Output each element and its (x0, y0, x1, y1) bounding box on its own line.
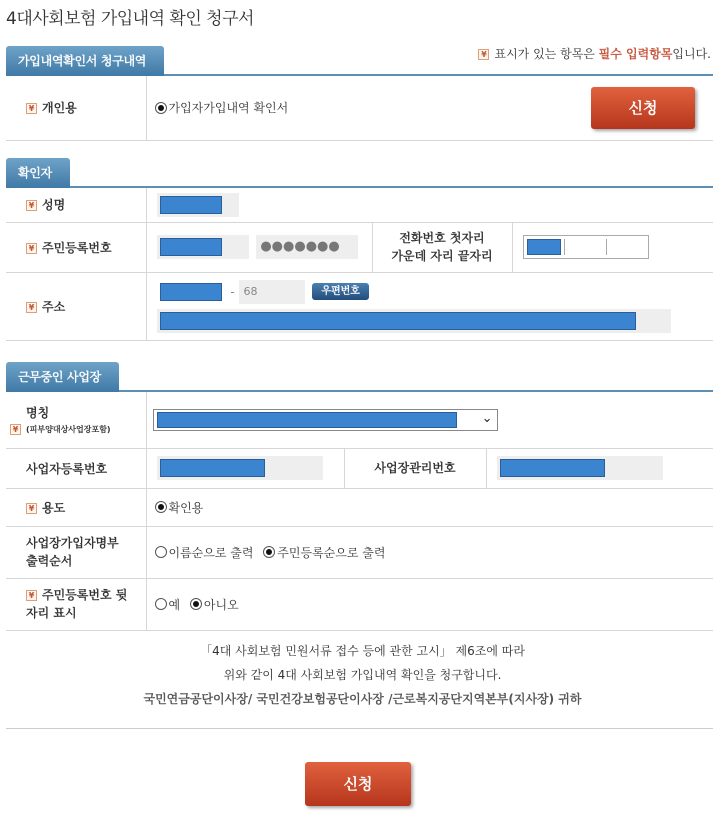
chevron-down-icon: ⌄ (481, 410, 493, 426)
display-label-1: 주민등록번호 뒷 (42, 588, 128, 602)
purpose-radio[interactable] (155, 501, 167, 513)
name-label: 성명 (42, 198, 66, 213)
required-icon: ¥ (26, 590, 37, 601)
section-tab-request: 가입내역확인서 청구내역 (6, 46, 164, 76)
address-label: 주소 (42, 299, 66, 314)
section-tab-applicant: 확인자 (6, 158, 70, 188)
required-icon: ¥ (26, 503, 37, 514)
phone-input[interactable] (523, 235, 649, 259)
rrn-front-input[interactable] (157, 235, 249, 259)
required-icon: ¥ (26, 103, 37, 114)
zip-back-input[interactable]: 68 (239, 280, 305, 304)
section-tab-workplace: 근무중인 사업장 (6, 362, 119, 392)
order-rrn-radio[interactable] (263, 546, 275, 558)
cert-type-radio[interactable] (155, 102, 167, 114)
apply-button-top[interactable]: 신청 (591, 87, 695, 129)
section-request (6, 46, 713, 141)
address-input[interactable] (157, 309, 671, 333)
required-icon: ¥ (10, 424, 21, 435)
footer-line-2: 위와 같이 4대 사회보험 가입내역 확인을 청구합니다. (223, 668, 502, 682)
display-label-2: 자리 표시 (26, 606, 77, 620)
display-no-radio[interactable] (190, 598, 202, 610)
footer-line-1: 「4대 사회보험 민원서류 접수 등에 관한 고시」 제6조에 따라 (200, 644, 525, 658)
required-icon: ¥ (26, 243, 37, 254)
display-no-label: 아니오 (203, 597, 239, 612)
company-select[interactable] (153, 409, 498, 431)
purpose-option: 확인용 (168, 500, 204, 515)
cert-type-label: 가입자가입내역 확인서 (168, 101, 289, 116)
required-icon: ¥ (26, 302, 37, 313)
mgmtno-label: 사업장관리번호 (344, 448, 486, 488)
personal-label: 개인용 (42, 101, 77, 116)
phone-label-1: 전화번호 첫자리 (399, 231, 485, 245)
phone-label-2: 가운데 자리 끝자리 (391, 249, 493, 263)
bizno-input[interactable] (157, 456, 323, 480)
order-label-2: 출력순서 (26, 554, 73, 568)
company-name-sub: (피부양대상사업장포함) (26, 425, 111, 435)
purpose-label: 용도 (42, 500, 66, 515)
rrn-back-input[interactable]: ●●●●●●● (256, 235, 358, 259)
footer-line-3: 국민연금공단이사장/ 국민건강보험공단이사장 /근로복지공단지역본부(지사장) 귀하 (143, 692, 582, 706)
order-label-1: 사업장가입자명부 (26, 536, 119, 550)
order-name-radio[interactable] (155, 546, 167, 558)
zipcode-button[interactable]: 우편번호 (312, 283, 369, 300)
section-workplace (6, 362, 713, 631)
mgmtno-input[interactable] (497, 456, 663, 480)
bizno-label: 사업자등록번호 (6, 448, 146, 488)
divider (6, 728, 713, 729)
display-yes-label: 예 (168, 597, 181, 612)
required-notice: ¥ 표시가 있는 항목은 필수 입력항목입니다. (478, 45, 711, 62)
name-input[interactable] (157, 193, 239, 217)
display-yes-radio[interactable] (155, 598, 167, 610)
apply-button-bottom[interactable]: 신청 (305, 762, 411, 806)
zip-front-input[interactable] (157, 280, 227, 304)
required-icon: ¥ (478, 49, 489, 60)
order-rrn-label: 주민등록순으로 출력 (277, 545, 386, 560)
required-icon: ¥ (26, 200, 37, 211)
page-title: 4대사회보험 가입내역 확인 청구서 (6, 9, 254, 29)
order-name-label: 이름순으로 출력 (168, 545, 254, 560)
section-applicant: 확인자 ¥ 성명 ¥ 주민등록번호 ●●●●●●● 전화번호 첫자리 가운데 자리 끝자리 ¥ 주소 - 68 우편번호 (6, 158, 713, 341)
rrn-label: 주민등록번호 (42, 240, 112, 255)
company-name-label: 명칭 (26, 406, 50, 421)
